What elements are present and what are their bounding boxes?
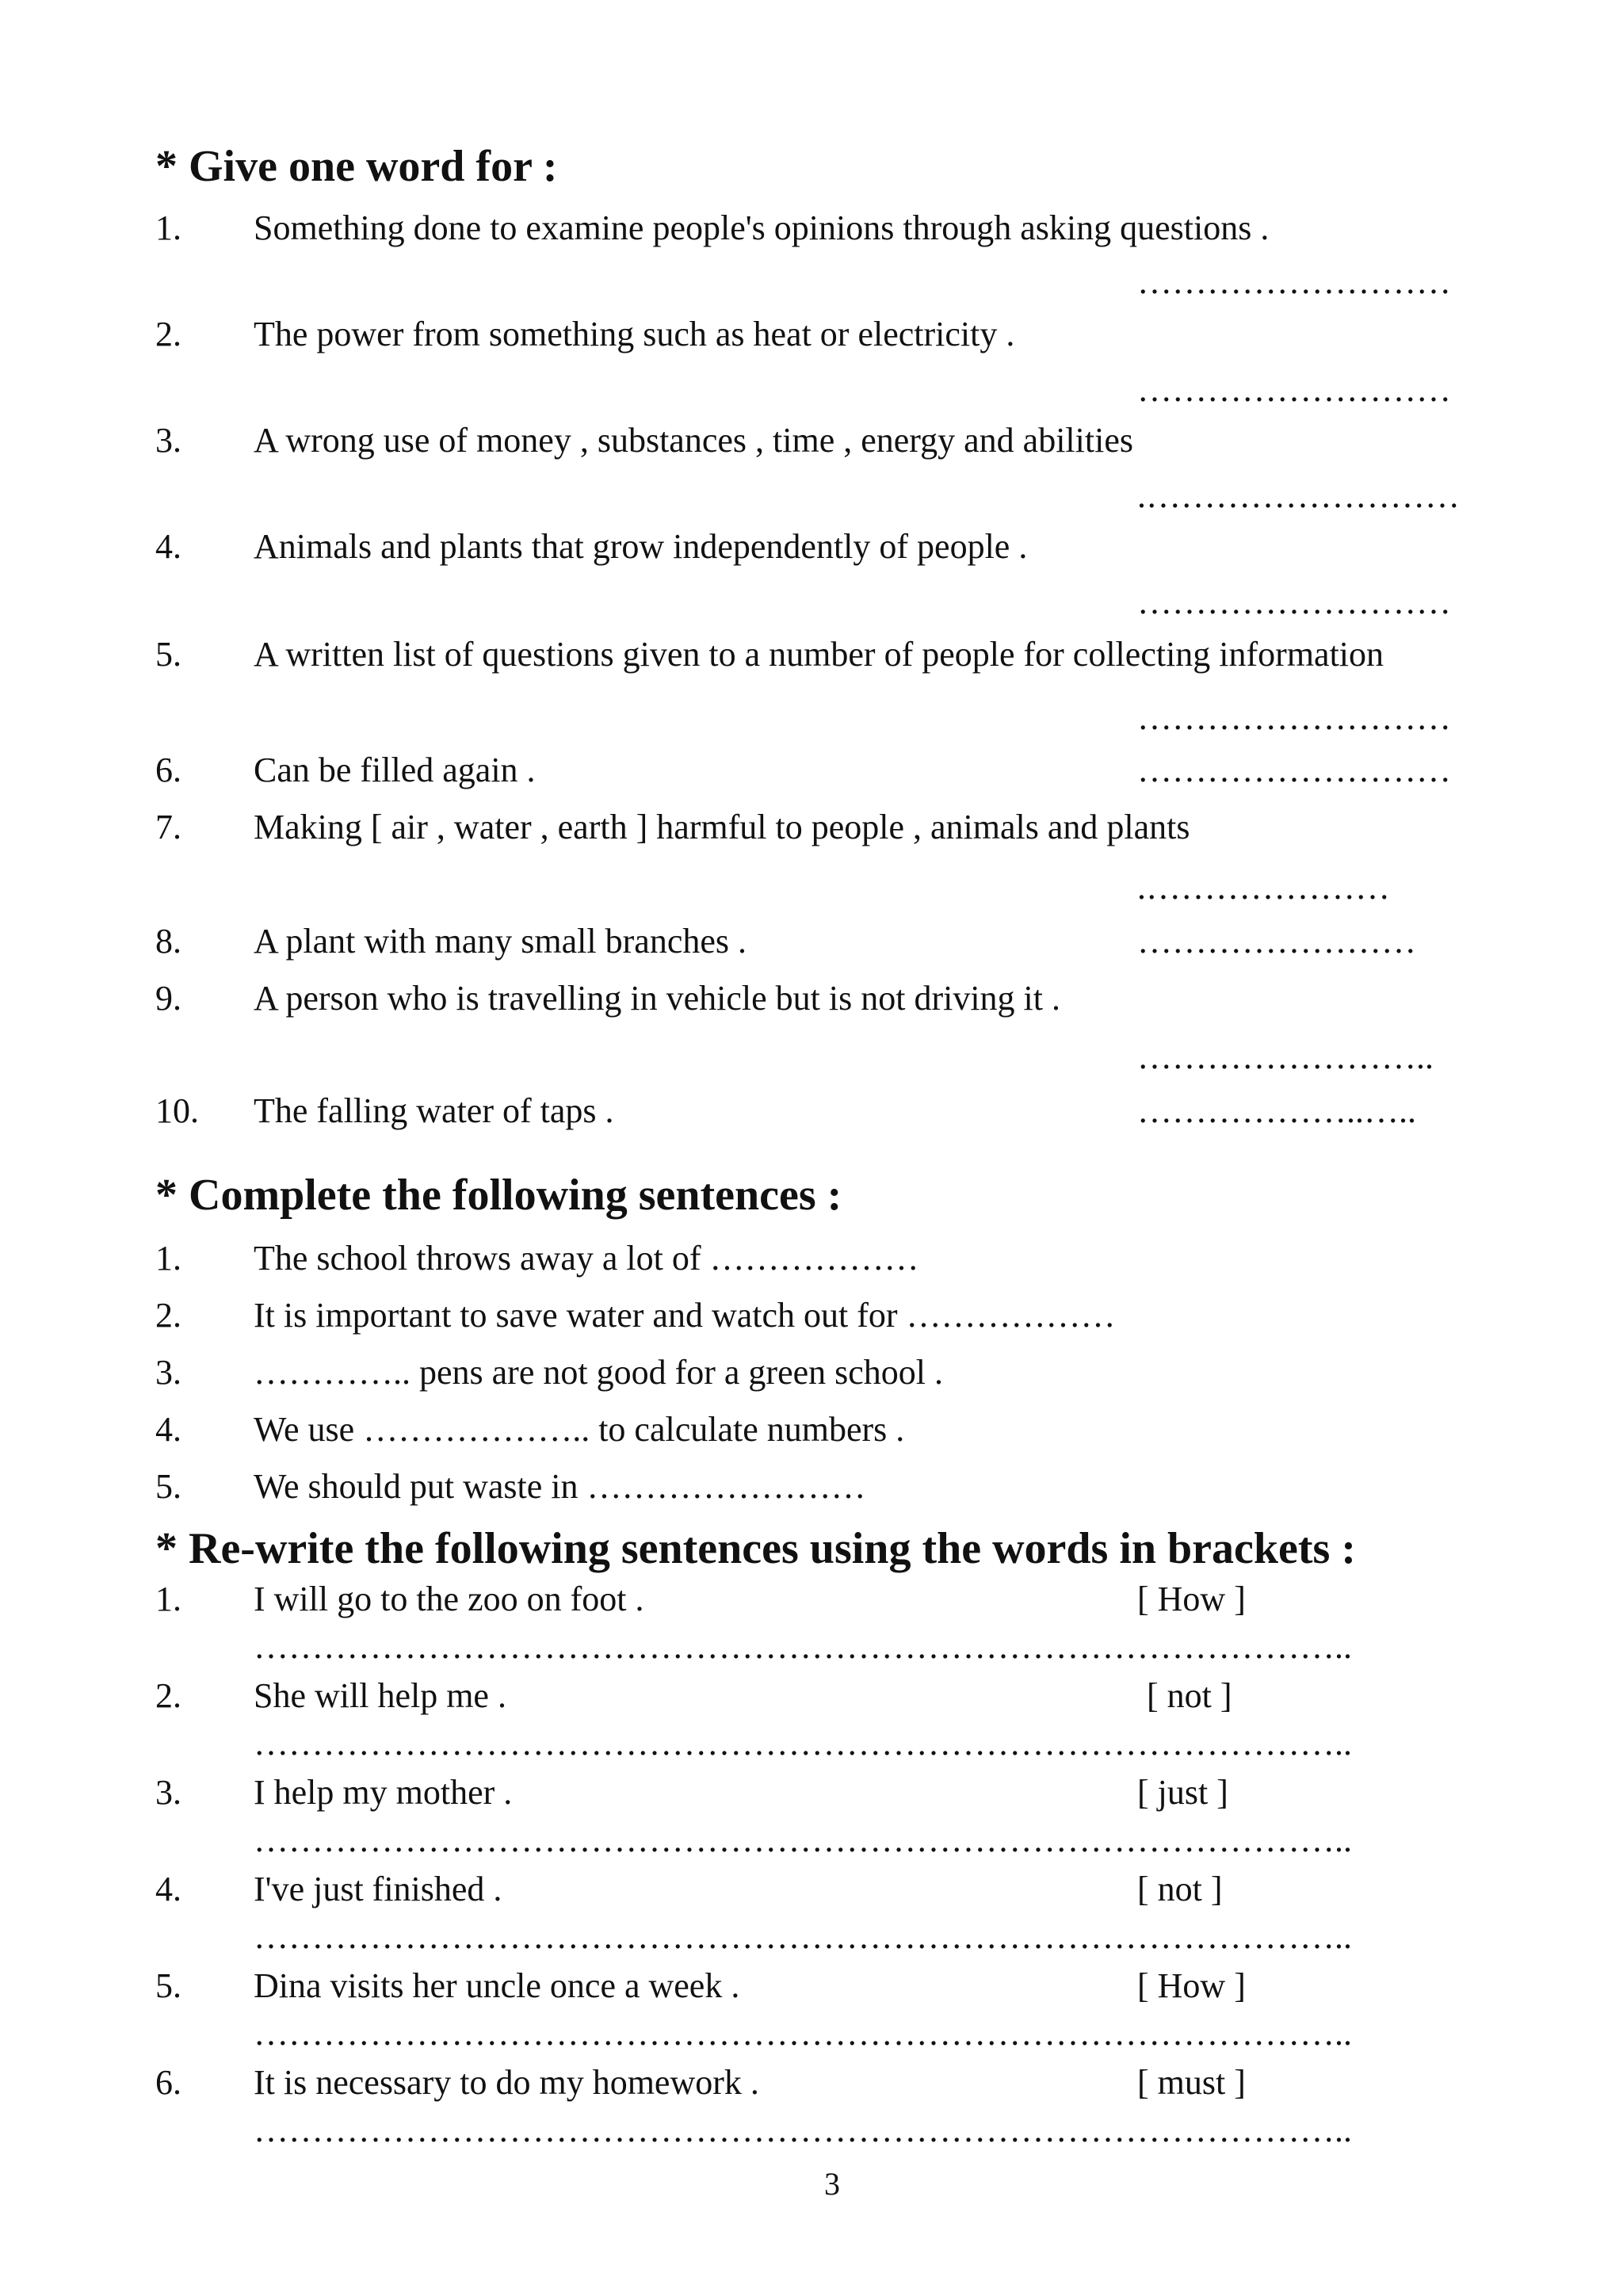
answer-blank: ………………..….. [1137,1091,1416,1130]
item-text: A plant with many small branches . [254,922,747,961]
item-number: 5. [155,1966,181,2005]
answer-blank: ……………………… [1137,751,1451,789]
item-number: 6. [155,751,181,789]
answer-line: ………………………………………………………………………………….. [254,2014,1352,2053]
item-text: Dina visits her uncle once a week . [254,1966,740,2005]
item-number: 8. [155,922,181,961]
answer-line: ………………………………………………………………………………….. [254,1820,1352,1859]
item-number: 4. [155,1870,181,1908]
answer-line: ………………………………………………………………………………….. [254,1917,1352,1956]
bracket-word: [ not ] [1137,1870,1223,1908]
item-number: 2. [155,315,181,353]
section-title-one-word: * Give one word for : [155,142,558,191]
item-number: 3. [155,1353,181,1392]
item-text: Making [ air , water , earth ] harmful to people , animals and plants [254,808,1190,846]
answer-blank: …………………….. [1137,1037,1434,1076]
answer-blank: ……………………… [1137,262,1451,301]
answer-line: ………………………………………………………………………………….. [254,1627,1352,1666]
bracket-word: [ How ] [1137,1580,1246,1618]
item-text: Something done to examine people's opinions through asking questions . [254,208,1270,247]
bracket-word: [ must ] [1137,2063,1246,2102]
bracket-word: [ How ] [1137,1966,1246,2005]
item-number: 5. [155,1467,181,1506]
item-text: I've just finished . [254,1870,502,1908]
item-text: A person who is travelling in vehicle but is not driving it . [254,979,1060,1018]
item-text: We use ……………….. to calculate numbers . [254,1410,905,1449]
item-number: 3. [155,1773,181,1812]
item-number: 10. [155,1091,199,1130]
item-number: 4. [155,527,181,566]
item-text: I will go to the zoo on foot . [254,1580,644,1618]
section-title-rewrite: * Re-write the following sentences using the words in brackets : [155,1524,1356,1573]
bracket-word: [ just ] [1137,1773,1228,1812]
item-number: 1. [155,208,181,247]
item-number: 6. [155,2063,181,2102]
item-text: The school throws away a lot of ……………… [254,1239,919,1278]
item-text: It is necessary to do my homework . [254,2063,759,2102]
answer-line: ………………………………………………………………………………….. [254,1724,1352,1763]
item-number: 2. [155,1676,181,1715]
item-number: 3. [155,421,181,460]
answer-line: ………………………………………………………………………………….. [254,2111,1352,2149]
item-number: 9. [155,979,181,1018]
item-text: She will help me . [254,1676,506,1715]
item-text: A wrong use of money , substances , time , energy and abilities [254,421,1133,460]
item-number: 7. [155,808,181,846]
item-text: The power from something such as heat or electricity . [254,315,1015,353]
page-number: 3 [824,2166,840,2202]
item-number: 5. [155,635,181,674]
answer-blank: .……………………… [1137,476,1460,515]
item-number: 2. [155,1296,181,1335]
item-text: It is important to save water and watch out for ……………… [254,1296,1116,1335]
item-text: A written list of questions given to a number of people for collecting information [254,635,1384,674]
item-text: I help my mother . [254,1773,513,1812]
item-text: ………….. pens are not good for a green school . [254,1353,944,1392]
item-text: Can be filled again . [254,751,536,789]
answer-blank: ……………………… [1137,583,1451,621]
section-title-complete: * Complete the following sentences : [155,1171,842,1220]
item-number: 1. [155,1580,181,1618]
answer-blank: …………………… [1137,922,1416,961]
answer-blank: ……………………… [1137,698,1451,737]
item-text: Animals and plants that grow independently of people . [254,527,1028,566]
item-number: 4. [155,1410,181,1449]
item-text: We should put waste in …………………… [254,1467,866,1506]
item-text: The falling water of taps . [254,1091,614,1130]
answer-blank: ……………………… [1137,370,1451,409]
bracket-word: [ not ] [1147,1676,1232,1715]
item-number: 1. [155,1239,181,1278]
answer-blank: .………………… [1137,868,1390,907]
